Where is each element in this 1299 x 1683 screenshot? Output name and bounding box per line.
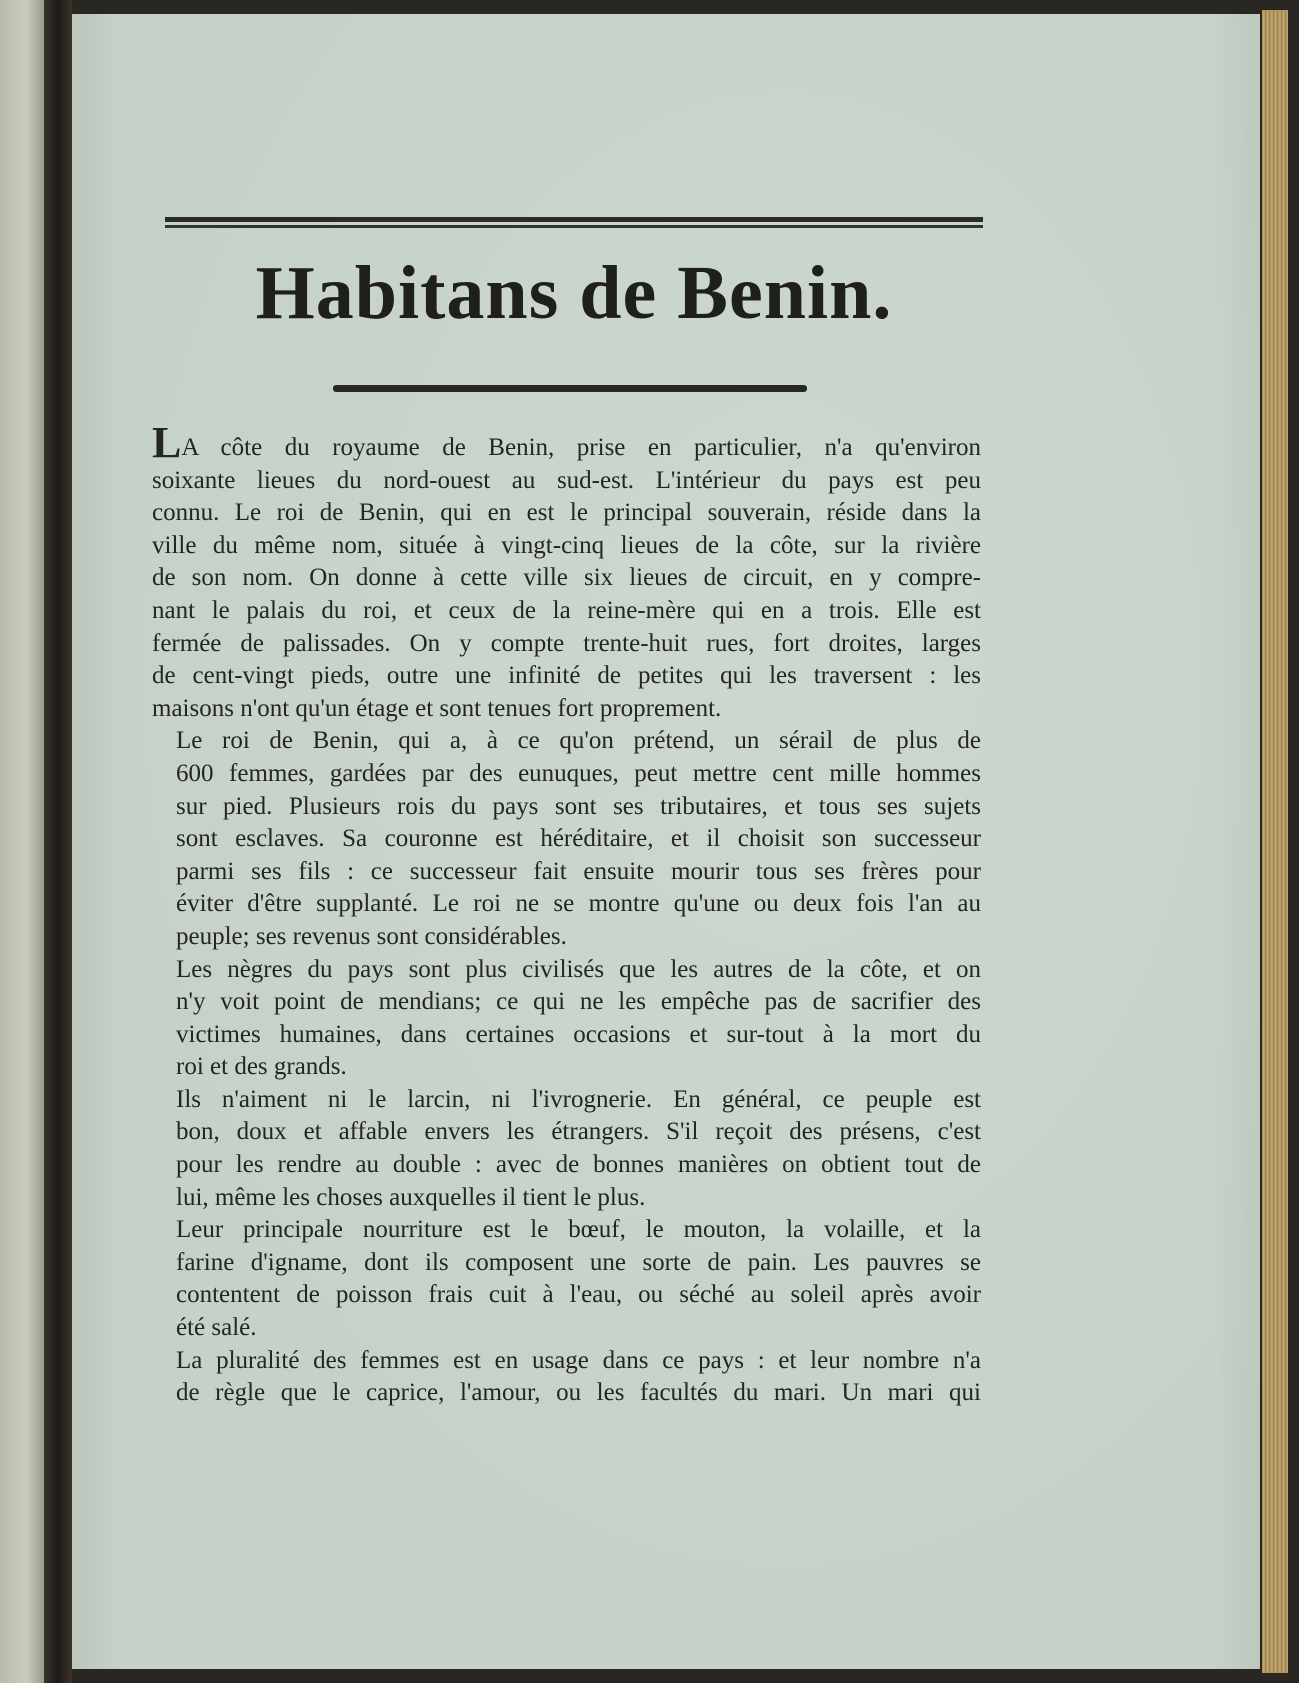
text-line: parmi ses fils : ce successeur fait ensuite mourir tous ses frères pour <box>176 857 981 885</box>
text-line: sont esclaves. Sa couronne est héréditaire, et il choisit son successeur <box>176 825 981 853</box>
text-line: roi et des grands. <box>176 1053 347 1081</box>
title-underline-rule <box>333 385 807 392</box>
text-line: farine d'igname, dont ils composent une sorte de pain. Les pauvres se <box>176 1248 981 1276</box>
paragraph-3 <box>152 954 981 1084</box>
text-line: 600 femmes, gardées par des eunuques, peut mettre cent mille hommes <box>176 759 981 787</box>
header-rule <box>165 217 983 229</box>
text-line: bon, doux et affable envers les étrangers. S'il reçoit des présens, c'est <box>176 1118 981 1146</box>
text-line: n'y voit point de mendians; ce qui ne les empêche pas de sacrifier des <box>176 988 981 1016</box>
text-line: été salé. <box>176 1314 257 1342</box>
text-line: contentent de poisson frais cuit à l'eau, ou séché au soleil après avoir <box>176 1281 981 1309</box>
text-line: éviter d'être supplanté. Le roi ne se montre qu'une ou deux fois l'an au <box>176 890 981 918</box>
text-line: fermée de palissades. On y compte trente-huit rues, fort droites, larges <box>152 629 981 657</box>
paragraph-1 <box>152 418 981 725</box>
page-stack-edge <box>1262 10 1288 1673</box>
header-rule-thin <box>165 225 983 228</box>
text-line: de cent-vingt pieds, outre une infinité de petites qui les traversent : les <box>152 662 981 690</box>
text-line-content: A côte du royaume de Benin, prise en particulier, n'a qu'environ <box>181 434 981 461</box>
text-line: sur pied. Plusieurs rois du pays sont ses tributaires, et tous ses sujets <box>176 792 981 820</box>
text-line: ville du même nom, située à vingt-cinq lieues de la côte, sur la rivière <box>152 531 981 559</box>
paragraph-4 <box>152 1084 981 1214</box>
paragraph-5 <box>152 1214 981 1344</box>
text-line: Leur principale nourriture est le bœuf, le mouton, la volaille, et la <box>176 1216 981 1244</box>
facing-page-edge <box>0 0 44 1683</box>
text-line: Le roi de Benin, qui a, à ce qu'on prétend, un sérail de plus de <box>176 727 981 755</box>
text-line: Les nègres du pays sont plus civilisés que les autres de la côte, et on <box>176 955 981 983</box>
body-text <box>152 418 981 1410</box>
text-line: peuple; ses revenus sont considérables. <box>176 922 567 950</box>
book-gutter <box>44 0 72 1683</box>
drop-cap: L <box>152 418 182 467</box>
text-line: La pluralité des femmes est en usage dans ce pays : et leur nombre n'a <box>176 1346 981 1374</box>
text-line: pour les rendre au double : avec de bonnes manières on obtient tout de <box>176 1151 981 1179</box>
text-line: victimes humaines, dans certaines occasions et sur-tout à la mort du <box>176 1020 981 1048</box>
text-line <box>152 418 981 467</box>
text-line: soixante lieues du nord-ouest au sud-est. L'intérieur du pays est peu <box>152 466 981 494</box>
text-line: nant le palais du roi, et ceux de la reine-mère qui en a trois. Elle est <box>152 596 981 624</box>
text-line: maisons n'ont qu'un étage et sont tenues fort proprement. <box>152 694 722 722</box>
text-line: Ils n'aiment ni le larcin, ni l'ivrognerie. En général, ce peuple est <box>176 1085 981 1113</box>
paragraph-6 <box>152 1345 981 1410</box>
header-rule-thick <box>165 217 983 222</box>
text-line: de son nom. On donne à cette ville six lieues de circuit, en y compre- <box>152 564 981 592</box>
paragraph-2 <box>152 725 981 953</box>
text-line: de règle que le caprice, l'amour, ou les facultés du mari. Un mari qui <box>176 1379 981 1407</box>
page-title: Habitans de Benin. <box>255 251 893 335</box>
text-line: lui, même les choses auxquelles il tient le plus. <box>176 1183 646 1211</box>
text-line: connu. Le roi de Benin, qui en est le principal souverain, réside dans la <box>152 499 981 527</box>
